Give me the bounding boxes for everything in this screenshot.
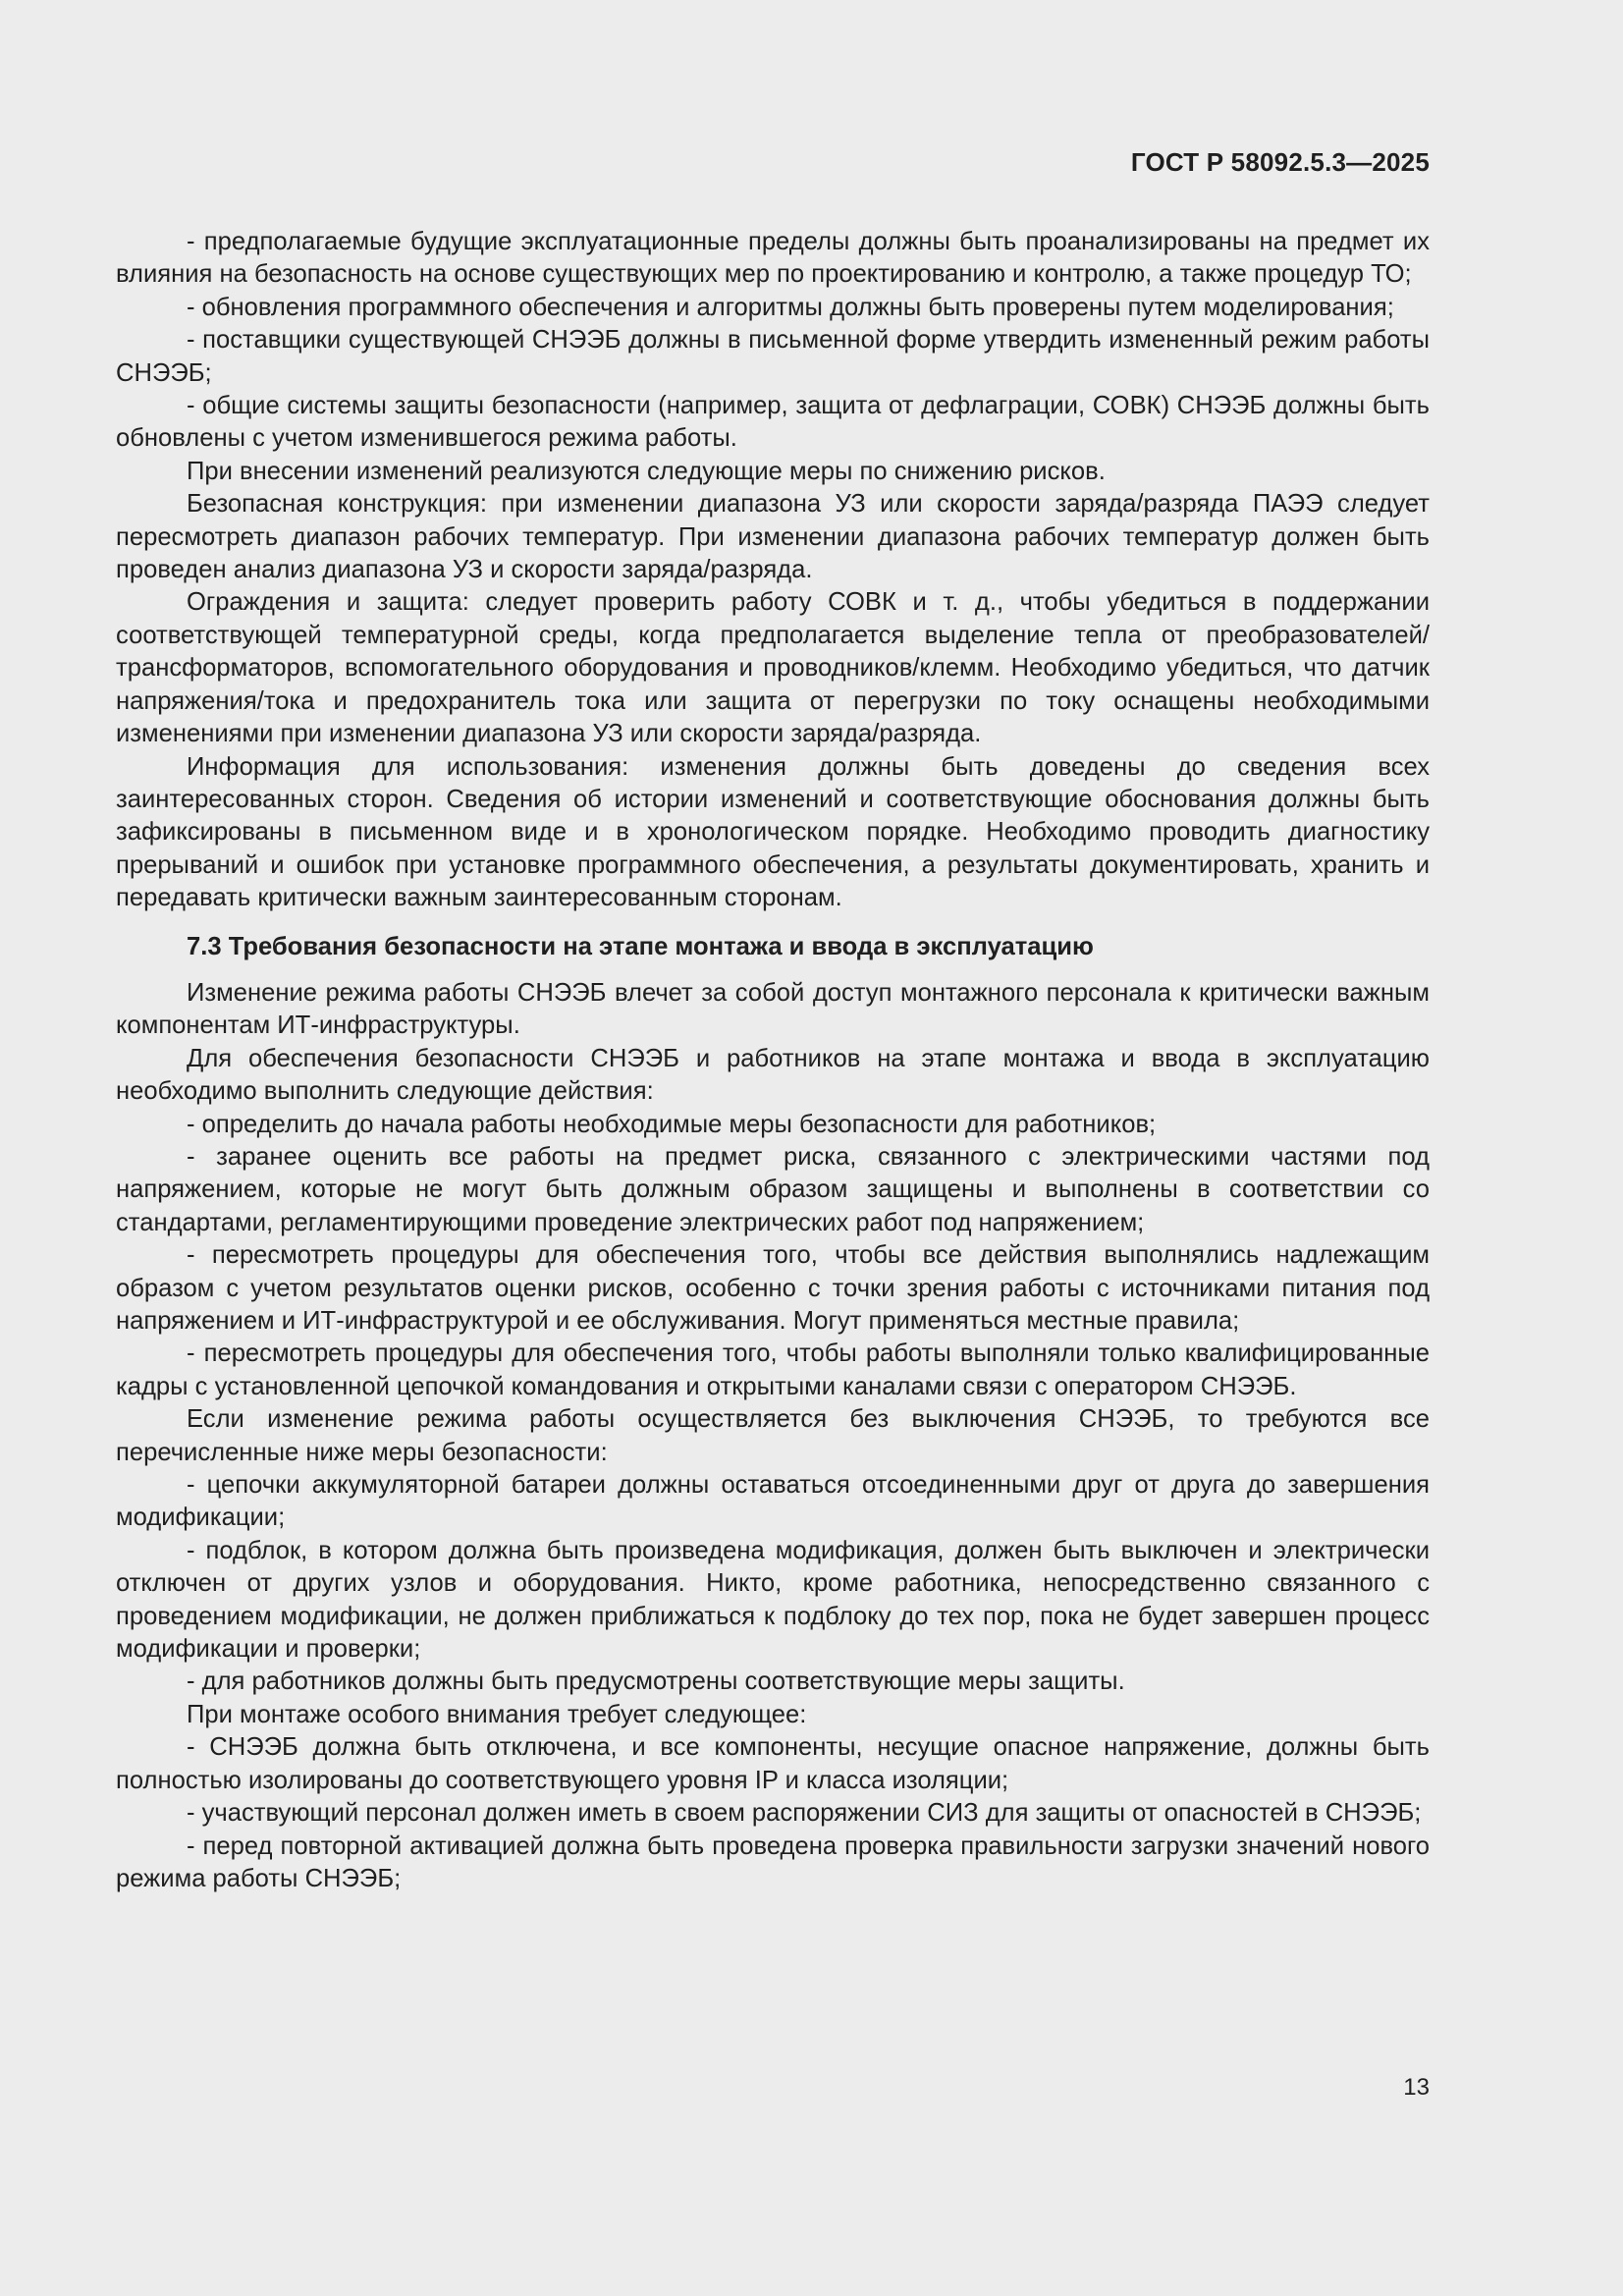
paragraph: - определить до начала работы необходимые меры безопасности для работников; bbox=[187, 1110, 1157, 1138]
paragraph: - поставщики существующей СНЭЭБ должны в письменной форме утвердить измененный режим работы СНЭЭБ; bbox=[116, 326, 1430, 387]
paragraph: - пересмотреть процедуры для обеспечения того, чтобы все действия выполнялись надлежащим образом с учетом результатов оценки рисков, особенно с точки зрения работы с источниками питания под напряжением и ИТ-инфраструктурой и ее обслуживания. Могут применяться местные правила; bbox=[116, 1241, 1430, 1335]
paragraph: Информация для использования: изменения должны быть доведены до сведения всех заинтересованных сторон. Сведения об истории изменений и соответствующие обоснования должны быть зафиксированы в письменном виде и в хронологическом порядке. Необходимо проводить диагностику прерываний и ошибок при установке программного обеспечения, а результаты документировать, хранить и передавать критически важным заинтересованным сторонам. bbox=[116, 752, 1430, 912]
paragraph: - пересмотреть процедуры для обеспечения того, чтобы работы выполняли только квалифицированные кадры с установленной цепочкой командования и открытыми каналами связи с оператором СНЭЭБ. bbox=[116, 1339, 1430, 1400]
paragraph: - обновления программного обеспечения и алгоритмы должны быть проверены путем моделирования; bbox=[187, 293, 1394, 321]
paragraph: Если изменение режима работы осуществляется без выключения СНЭЭБ, то требуются все перечисленные ниже меры безопасности: bbox=[116, 1405, 1430, 1466]
document-header: ГОСТ Р 58092.5.3—2025 bbox=[1130, 147, 1430, 177]
paragraph: - заранее оценить все работы на предмет риска, связанного с электрическими частями под напряжением, которые не могут быть должным образом защищены и выполнены в соответствии со стандартами, регламентирующими проведение электрических работ под напряжением; bbox=[116, 1142, 1430, 1236]
paragraph: Ограждения и защита: следует проверить работу СОВК и т. д., чтобы убедиться в поддержании соответствующей температурной среды, когда предполагается выделение тепла от преобразователей/трансформаторов, вспомогательного оборудования и проводников/клемм. Необходимо убедиться, что датчик напряжения/тока и предохранитель тока или защита от перегрузки по току оснащены необходимыми изменениями при изменении диапазона УЗ или скорости заряда/разряда. bbox=[116, 588, 1430, 748]
paragraph: При монтаже особого внимания требует следующее: bbox=[187, 1700, 807, 1728]
paragraph: - предполагаемые будущие эксплуатационные пределы должны быть проанализированы на предмет их влияния на безопасность на основе существующих мер по проектированию и контролю, а также процедур ТО; bbox=[116, 228, 1430, 289]
paragraph: - СНЭЭБ должна быть отключена, и все компоненты, несущие опасное напряжение, должны быть полностью изолированы до соответствующего уровня IP и класса изоляции; bbox=[116, 1733, 1430, 1794]
paragraph: - для работников должны быть предусмотрены соответствующие меры защиты. bbox=[187, 1667, 1125, 1696]
paragraph: - участвующий персонал должен иметь в своем распоряжении СИЗ для защиты от опасностей в СНЭЭБ; bbox=[187, 1799, 1422, 1828]
paragraph: При внесении изменений реализуются следующие меры по снижению рисков. bbox=[187, 457, 1106, 485]
paragraph: - цепочки аккумуляторной батареи должны оставаться отсоединенными друг от друга до завершения модификации; bbox=[116, 1471, 1430, 1532]
paragraph: Изменение режима работы СНЭЭБ влечет за собой доступ монтажного персонала к критически важным компонентам ИТ-инфраструктуры. bbox=[116, 978, 1430, 1040]
paragraph: - подблок, в котором должна быть произведена модификация, должен быть выключен и электрически отключен от других узлов и оборудования. Никто, кроме работника, непосредственно связанного с проведением модификации, не должен приближаться к подблоку до тех пор, пока не будет завершен процесс модификации и проверки; bbox=[116, 1536, 1430, 1664]
paragraph: - общие системы защиты безопасности (например, защита от дефлаграции, СОВК) СНЭЭБ должны быть обновлены с учетом изменившегося режима работы. bbox=[116, 392, 1430, 453]
page-number: 13 bbox=[1403, 2074, 1430, 2101]
paragraph: Безопасная конструкция: при изменении диапазона УЗ или скорости заряда/разряда ПАЭЭ следует пересмотреть диапазон рабочих температур. При изменении диапазона рабочих температур должен быть проведен анализ диапазона УЗ и скорости заряда/разряда. bbox=[116, 490, 1430, 584]
paragraph: - перед повторной активацией должна быть проведена проверка правильности загрузки значений нового режима работы СНЭЭБ; bbox=[116, 1831, 1430, 1892]
document-body bbox=[116, 226, 1430, 1895]
paragraph: Для обеспечения безопасности СНЭЭБ и работников на этапе монтажа и ввода в эксплуатацию необходимо выполнить следующие действия: bbox=[116, 1044, 1430, 1106]
section-heading: 7.3 Требования безопасности на этапе монтажа и ввода в эксплуатацию bbox=[187, 932, 1094, 960]
